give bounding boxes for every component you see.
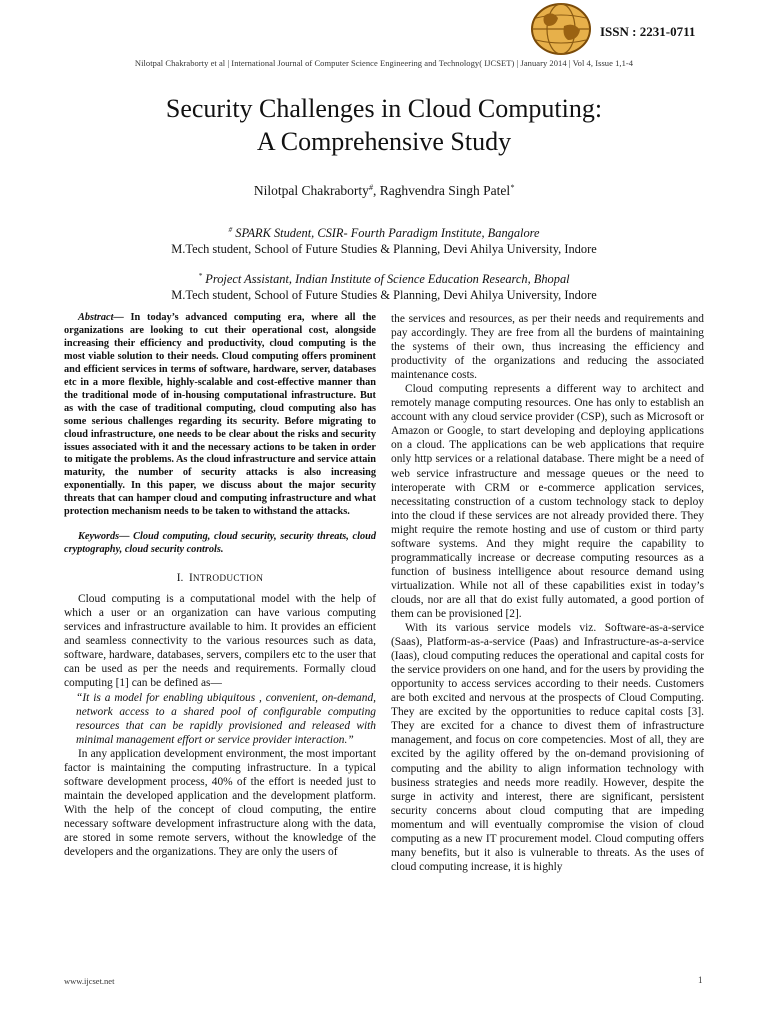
intro-paragraph-3: the services and resources, as per their needs and requirements and pay accordingly. They are free from all the burdens of maintaining the systems of their own, thus increasing the efficiency and productivity of the organizations and reducing the associated maintenance costs.	[391, 313, 704, 382]
running-head: Nilotpal Chakraborty et al | International Journal of Computer Science Engineering and Technology( IJCSET) | January 2014 | Vol 4, Issue 1,1-4	[134, 58, 634, 68]
abstract-lead: Abstract—	[78, 312, 124, 323]
affiliation-2-line-2: M.Tech student, School of Future Studies & Planning, Devi Ahilya University, Indore	[171, 288, 597, 302]
section-title-rest: NTRODUCTION	[192, 574, 264, 585]
author-1-mark: #	[368, 183, 373, 192]
intro-paragraph-1: Cloud computing is a computational model with the help of which a user or an organization can have various computing services and infrastructure available to him. It provides an efficient and seamless connectivity to the various resources such as data, software, hardware, databases, servers, compilers etc to the user that can be used as per the needs and requirements. Formally cloud computing [1] can be defined as—	[64, 593, 376, 690]
affiliation-1-line-2: M.Tech student, School of Future Studies & Planning, Devi Ahilya University, Indore	[171, 242, 597, 256]
section-numeral: I.	[176, 572, 184, 585]
abstract-text: In today’s advanced computing era, where all the organizations are looking to cut their operational cost, alongside increasing their efficiency and productivity, cloud computing is the most viable solution to their needs. Cloud computing offers prominent and efficient services in terms of software, hardware, server, databases etc in a more flexible, highly-scalable and cost-effective manner than the traditional mode of in-housing computational infrastructure. But as with the case of traditional computing, cloud computing also has some serious challenges regarding its security. Before migrating to cloud infrastructure, one needs to be clear about the risks and security issues associated with it and the necessary actions to be taken in order to mitigate the problems. As the cloud infrastructure and service attain maturity, the number of security attacks is also increasing exponentially. In this paper, we discuss about the major security threats that can hamper cloud and computing infrastructure and what protection mechanism needs to be taken to withstand the attacks.	[64, 312, 376, 518]
issn-label: ISSN : 2231-0711	[600, 24, 696, 39]
affiliation-1-mark: #	[228, 225, 233, 234]
intro-paragraph-4: Cloud computing represents a different way to architect and remotely manage computing resources. One has only to establish an account with any cloud service provider (CSP), such as Microsoft or Amazon or Google, to start developing and deploying applications on a cloud. The applications can be web applications that require only http services or a relational database. There might be a need of web service infrastructure and message queues or the need to interoperate with CRM or e-commerce application services, necessitating construction of a custom technology stack to deploy into the cloud if these services are not already provided there. They might require the remote hosting and use of custom or third party software systems. And they might require the capability to programmatically increase or decrease computing resources as a function of business intelligence about resource demand using virtualization. While not all of these capabilities exist in today’s clouds, nor are all that do exist fully automated, a good portion of them can be provisioned [2].	[391, 383, 704, 620]
affiliation-2-line-1: Project Assistant, Indian Institute of Science Education Research, Bhopal	[202, 272, 570, 286]
abstract	[64, 312, 376, 519]
author-separator: ,	[372, 183, 380, 198]
intro-paragraph-2: In any application development environment, the most important factor is maintaining the computing infrastructure. In a typical software development process, 40% of the effort is needed just to maintain the developed application and the development platform. With the help of the concept of cloud computing, the entire necessary software development infrastructure along with the data, are stored in some remote servers, without the knowledge of the developers and the organizations. They are only the users of	[64, 747, 376, 859]
affiliation-1	[40, 222, 728, 257]
section-heading-introduction	[64, 571, 376, 586]
journal-logo-icon	[530, 2, 592, 56]
author-1: Nilotpal Chakraborty	[253, 183, 369, 198]
affiliation-2	[40, 268, 728, 303]
author-2-mark: *	[510, 183, 515, 192]
section-first-letter: I	[189, 572, 193, 585]
authors	[40, 183, 728, 199]
definition-quote: “It is a model for enabling ubiquitous , convenient, on-demand, network access to a shared pool of configurable computing resources that can be rapidly provisioned and released with minimal management effort or service provider interaction.”	[76, 691, 376, 746]
paper-title	[40, 92, 728, 158]
right-column	[391, 312, 704, 874]
title-line-2: A Comprehensive Study	[256, 127, 512, 156]
affiliation-1-line-1: SPARK Student, CSIR- Fourth Paradigm Institute, Bangalore	[232, 226, 540, 240]
footer-url: www.ijcset.net	[64, 976, 115, 986]
intro-paragraph-5: With its various service models viz. Software-as-a-service (Saas), Platform-as-a-service (Paas) and Infrastructure-as-a-service (Iaas), cloud computing reduces the operational and capital costs for the service providers on one hand, and for the users by providing the opportunity to access services according to their needs. Customers are both excited and nervous at the prospects of Cloud Computing. They are excited by the opportunities to reduce capital costs [3]. They are excited for a chance to divest them of infrastructure management, and focus on core competencies. Most of all, they are excited by the agility offered by the on-demand provisioning of computing and the ability to align information technology with business strategies and needs more readily. However, despite the surge in activity and interest, there are significant, persistent security concerns about cloud computing that are impeding momentum and will eventually compromise the vision of cloud computing as a new IT procurement model. Cloud computing offers many benefits, but it also is vulnerable to threats. As the uses of cloud computing increase, it is highly	[391, 622, 704, 873]
title-line-1: Security Challenges in Cloud Computing:	[165, 94, 603, 123]
author-2: Raghvendra Singh Patel	[379, 183, 511, 198]
affiliation-2-mark: *	[198, 271, 203, 280]
left-column	[64, 312, 376, 859]
page-number: 1	[698, 975, 703, 985]
keywords: Keywords— Cloud computing, cloud security, security threats, cloud cryptography, cloud security controls.	[64, 531, 376, 556]
